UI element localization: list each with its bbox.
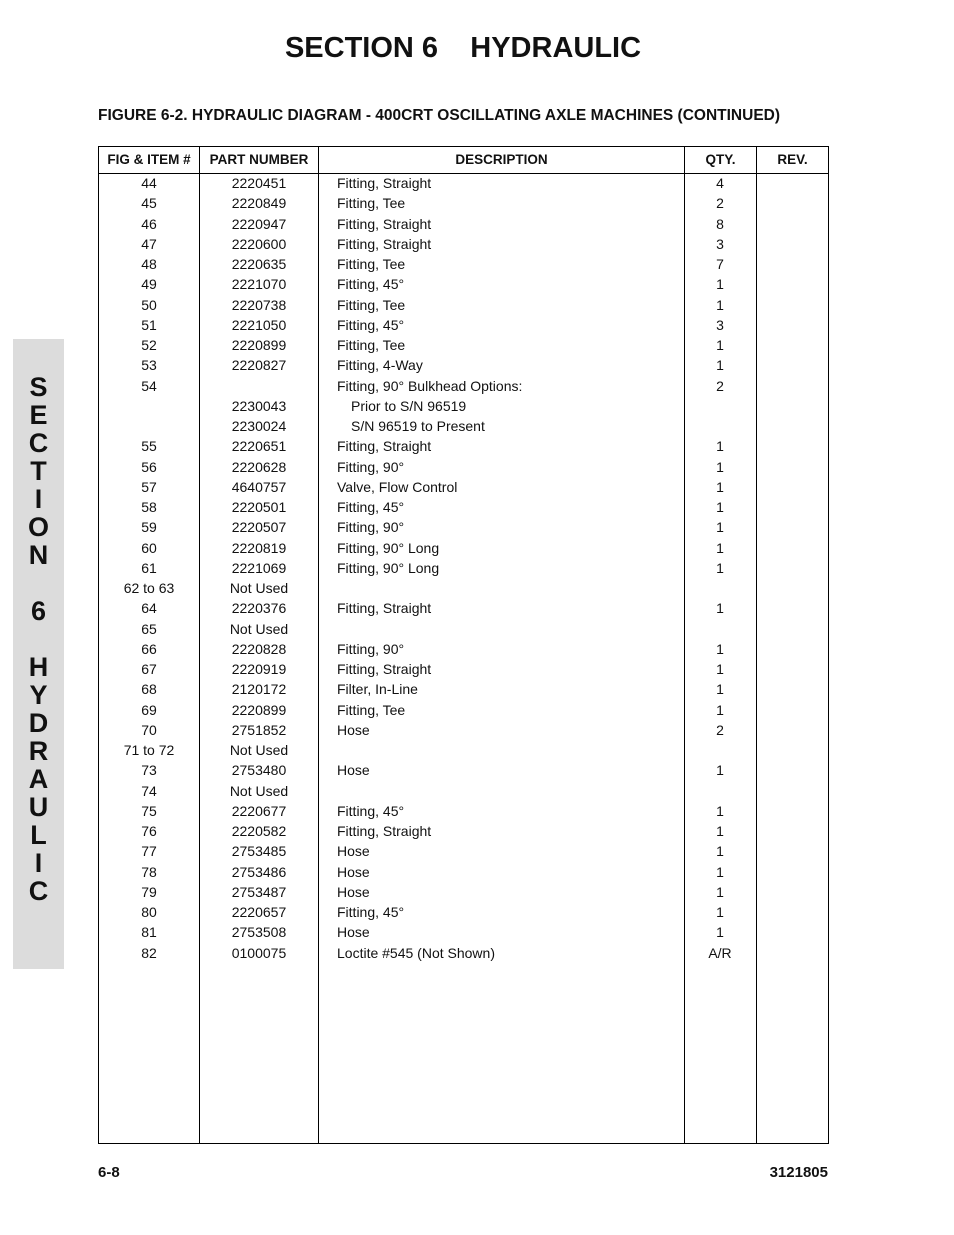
item-cell: 69 — [141, 701, 157, 718]
part-number-cell: 2220899 — [231, 701, 287, 718]
part-number-cell: 2753508 — [231, 924, 287, 941]
description-cell: Fitting, Straight — [337, 823, 432, 839]
part-number-cell: 2753486 — [231, 863, 287, 880]
qty-cell: 1 — [716, 701, 724, 718]
description-cell: Fitting, 45° — [337, 802, 405, 819]
table-row — [99, 417, 828, 437]
side-tab-letter: I — [34, 484, 43, 514]
side-tab-letter: C — [28, 876, 49, 906]
qty-cell: 1 — [716, 904, 724, 920]
header-part-number: PART NUMBER — [209, 152, 309, 167]
part-number-cell: 0100075 — [231, 944, 287, 961]
description-cell: Fitting, Tee — [337, 337, 406, 353]
description-cell: Fitting, 4-Way — [337, 357, 423, 374]
part-number-cell: 2120172 — [231, 681, 287, 698]
qty-cell: 1 — [716, 843, 724, 860]
section-title: SECTION 6 HYDRAULIC — [284, 32, 642, 64]
item-cell: 65 — [141, 620, 157, 637]
description-cell: Fitting, Straight — [337, 438, 432, 455]
item-cell: 76 — [141, 823, 157, 839]
side-tab-letter: 6 — [30, 596, 47, 626]
qty-cell: 1 — [716, 296, 724, 313]
part-number-cell: 2220947 — [231, 215, 287, 232]
description-cell: Hose — [337, 924, 370, 941]
item-cell: 54 — [141, 377, 157, 394]
table-row — [99, 559, 828, 579]
table-row — [99, 863, 828, 883]
qty-cell: 7 — [716, 256, 724, 272]
table-row — [99, 680, 828, 700]
qty-cell: 1 — [716, 458, 724, 475]
item-cell: 78 — [141, 863, 157, 880]
part-number-cell: 2220849 — [231, 195, 287, 212]
qty-cell: 1 — [716, 802, 724, 819]
qty-cell: 1 — [716, 762, 724, 779]
side-tab-letter: S — [29, 372, 48, 402]
item-cell: 50 — [141, 296, 157, 313]
item-cell: 48 — [141, 256, 157, 272]
table-row — [99, 599, 828, 619]
item-cell: 49 — [141, 276, 157, 293]
side-tab-letter: H — [28, 652, 49, 682]
item-cell: 82 — [141, 944, 157, 961]
qty-cell: 1 — [716, 438, 724, 455]
item-cell: 64 — [141, 600, 157, 617]
description-cell: Fitting, 45° — [337, 276, 405, 293]
part-number-cell: 2220657 — [231, 904, 287, 920]
item-cell: 46 — [141, 215, 157, 232]
description-cell: Fitting, Straight — [337, 661, 432, 677]
description-cell: Fitting, 45° — [337, 904, 405, 920]
header-description: DESCRIPTION — [455, 152, 548, 167]
part-number-cell: Not Used — [229, 782, 289, 799]
qty-cell: 2 — [716, 721, 724, 738]
item-cell: 73 — [141, 762, 157, 779]
item-cell: 55 — [141, 438, 157, 455]
part-number-cell: 2220827 — [231, 357, 287, 374]
description-cell: Hose — [337, 883, 370, 900]
part-number-cell: 2220628 — [231, 458, 287, 475]
table-row — [99, 296, 828, 316]
description-cell: Hose — [337, 721, 370, 738]
item-cell: 80 — [141, 904, 157, 920]
qty-cell: 1 — [716, 357, 724, 374]
table-row — [99, 660, 828, 680]
figure-title: FIGURE 6-2. HYDRAULIC DIAGRAM - 400CRT OSCILLATING AXLE MACHINES (CONTINUED) — [98, 107, 781, 124]
table-row — [99, 579, 828, 599]
description-cell: Fitting, 90° — [337, 640, 405, 657]
description-cell: Fitting, 90° Long — [337, 539, 440, 556]
qty-cell: 1 — [716, 478, 724, 495]
qty-cell: 2 — [716, 377, 724, 394]
table-row — [99, 194, 828, 214]
part-number-cell: 4640757 — [231, 478, 287, 495]
part-number-cell: 2751852 — [231, 721, 287, 738]
table-row — [99, 640, 828, 660]
table-row — [99, 316, 828, 336]
description-cell: Loctite #545 (Not Shown) — [337, 944, 495, 961]
table-row — [99, 761, 828, 781]
item-cell: 77 — [141, 843, 157, 860]
side-tab-letter: U — [28, 792, 49, 822]
qty-cell: 1 — [716, 539, 724, 556]
qty-cell: 4 — [716, 175, 724, 191]
table-row — [99, 518, 828, 538]
qty-cell: 1 — [716, 661, 724, 677]
table-row — [99, 437, 828, 457]
qty-cell: 3 — [716, 316, 724, 333]
part-number-cell: Not Used — [229, 620, 289, 637]
part-number-cell: 2220376 — [231, 600, 287, 617]
side-tab-letter: T — [30, 456, 47, 486]
description-cell: Hose — [337, 843, 370, 860]
item-cell: 71 to 72 — [123, 742, 175, 758]
item-cell: 52 — [141, 337, 157, 353]
table-row — [99, 802, 828, 822]
qty-cell: A/R — [708, 944, 732, 961]
qty-cell: 1 — [716, 640, 724, 657]
part-number-cell: 2753485 — [231, 843, 287, 860]
part-number-cell: 2753487 — [231, 883, 287, 900]
table-row — [99, 478, 828, 498]
table-row — [99, 903, 828, 923]
table-row — [99, 235, 828, 255]
item-cell: 56 — [141, 458, 157, 475]
table-row — [99, 498, 828, 518]
qty-cell: 1 — [716, 883, 724, 900]
item-cell: 70 — [141, 721, 157, 738]
table-row — [99, 275, 828, 295]
table-row — [99, 701, 828, 721]
section-side-tab — [13, 339, 64, 969]
qty-cell: 1 — [716, 600, 724, 617]
description-cell: Fitting, Tee — [337, 701, 406, 718]
side-tab-letter: R — [28, 736, 49, 766]
description-cell: Fitting, 45° — [337, 316, 405, 333]
table-row — [99, 215, 828, 235]
table-row — [99, 741, 828, 761]
description-cell: Hose — [337, 762, 370, 779]
part-number-cell: 2220899 — [231, 337, 287, 353]
table-row — [99, 458, 828, 478]
part-number-cell: 2220635 — [231, 256, 287, 272]
item-cell: 79 — [141, 883, 157, 900]
qty-cell: 1 — [716, 519, 724, 536]
part-number-cell: Not Used — [229, 742, 289, 758]
item-cell: 74 — [141, 782, 157, 799]
part-number-cell: 2220828 — [231, 640, 287, 657]
qty-cell: 1 — [716, 863, 724, 880]
table-row — [99, 356, 828, 376]
table-row — [99, 620, 828, 640]
header-fig-item: FIG & ITEM # — [107, 152, 191, 167]
part-number-cell: Not Used — [229, 580, 289, 596]
description-cell: Fitting, Straight — [337, 235, 432, 252]
side-tab-letter: L — [30, 820, 47, 850]
part-number-cell: 2221070 — [231, 276, 287, 293]
table-body — [99, 174, 828, 964]
description-cell: Fitting, Straight — [337, 600, 432, 617]
qty-cell: 1 — [716, 499, 724, 515]
part-number-cell: 2230024 — [231, 418, 287, 434]
part-number-cell: 2220677 — [231, 802, 287, 819]
part-number-cell: 2220651 — [231, 438, 287, 455]
item-cell: 62 to 63 — [123, 580, 175, 596]
item-cell: 47 — [141, 235, 157, 252]
table-row — [99, 923, 828, 943]
part-number-cell: 2220600 — [231, 235, 287, 252]
table-row — [99, 721, 828, 741]
part-number-cell: 2220738 — [231, 296, 287, 313]
part-number-cell: 2753480 — [231, 762, 287, 779]
qty-cell: 1 — [716, 276, 724, 293]
description-cell: Fitting, 90° — [337, 519, 405, 536]
description-cell: S/N 96519 to Present — [351, 418, 485, 434]
side-tab-letter: I — [34, 848, 43, 878]
item-cell: 68 — [141, 681, 157, 698]
side-tab-letters — [13, 373, 64, 905]
item-cell: 51 — [141, 316, 157, 333]
qty-cell: 8 — [716, 215, 724, 232]
qty-cell: 1 — [716, 823, 724, 839]
item-cell: 59 — [141, 519, 157, 536]
description-cell: Fitting, Tee — [337, 195, 406, 212]
table-row — [99, 822, 828, 842]
side-tab-letter: C — [28, 428, 49, 458]
qty-cell: 3 — [716, 235, 724, 252]
item-cell: 67 — [141, 661, 157, 677]
part-number-cell: 2220819 — [231, 539, 287, 556]
qty-cell: 1 — [716, 559, 724, 576]
item-cell: 66 — [141, 640, 157, 657]
part-number-cell: 2230043 — [231, 397, 287, 414]
part-number-cell: 2221050 — [231, 316, 287, 333]
side-tab-letter: E — [29, 400, 48, 430]
qty-cell: 1 — [716, 924, 724, 941]
part-number-cell: 2220582 — [231, 823, 287, 839]
table-row — [99, 782, 828, 802]
description-cell: Fitting, 90° Bulkhead Options: — [337, 377, 523, 394]
side-tab-letter: N — [28, 540, 49, 570]
description-cell: Prior to S/N 96519 — [351, 397, 467, 414]
item-cell: 60 — [141, 539, 157, 556]
item-cell: 45 — [141, 195, 157, 212]
parts-table — [98, 146, 829, 1144]
table-row — [99, 397, 828, 417]
qty-cell: 1 — [716, 681, 724, 698]
description-cell: Valve, Flow Control — [337, 478, 458, 495]
qty-cell: 1 — [716, 337, 724, 353]
part-number-cell: 2220501 — [231, 499, 287, 515]
table-row — [99, 842, 828, 862]
item-cell: 75 — [141, 802, 157, 819]
header-qty: QTY. — [705, 152, 736, 167]
description-cell: Filter, In-Line — [337, 681, 418, 698]
page-number: 6-8 — [98, 1164, 120, 1181]
side-tab-letter: Y — [29, 680, 48, 710]
description-cell: Hose — [337, 863, 370, 880]
description-cell: Fitting, 90° Long — [337, 559, 440, 576]
document-number: 3121805 — [769, 1164, 828, 1181]
table-row — [99, 174, 828, 194]
part-number-cell: 2221069 — [231, 559, 287, 576]
description-cell: Fitting, Tee — [337, 256, 406, 272]
description-cell: Fitting, Straight — [337, 215, 432, 232]
part-number-cell: 2220507 — [231, 519, 287, 536]
qty-cell: 2 — [716, 195, 724, 212]
item-cell: 57 — [141, 478, 157, 495]
item-cell: 81 — [141, 924, 157, 941]
table-row — [99, 336, 828, 356]
description-cell: Fitting, 90° — [337, 458, 405, 475]
item-cell: 61 — [141, 559, 157, 576]
table-row — [99, 377, 828, 397]
description-cell: Fitting, Tee — [337, 296, 406, 313]
side-tab-letter: D — [28, 708, 49, 738]
item-cell: 58 — [141, 499, 157, 515]
part-number-cell: 2220451 — [231, 175, 287, 191]
item-cell: 53 — [141, 357, 157, 374]
header-rev: REV. — [777, 152, 808, 167]
item-cell: 44 — [141, 175, 157, 191]
table-row — [99, 539, 828, 559]
side-tab-letter: O — [27, 512, 49, 542]
table-row — [99, 883, 828, 903]
description-cell: Fitting, 45° — [337, 499, 405, 515]
side-tab-letter: A — [28, 764, 49, 794]
description-cell: Fitting, Straight — [337, 175, 432, 191]
part-number-cell: 2220919 — [231, 661, 287, 677]
table-row — [99, 944, 828, 964]
table-row — [99, 255, 828, 275]
